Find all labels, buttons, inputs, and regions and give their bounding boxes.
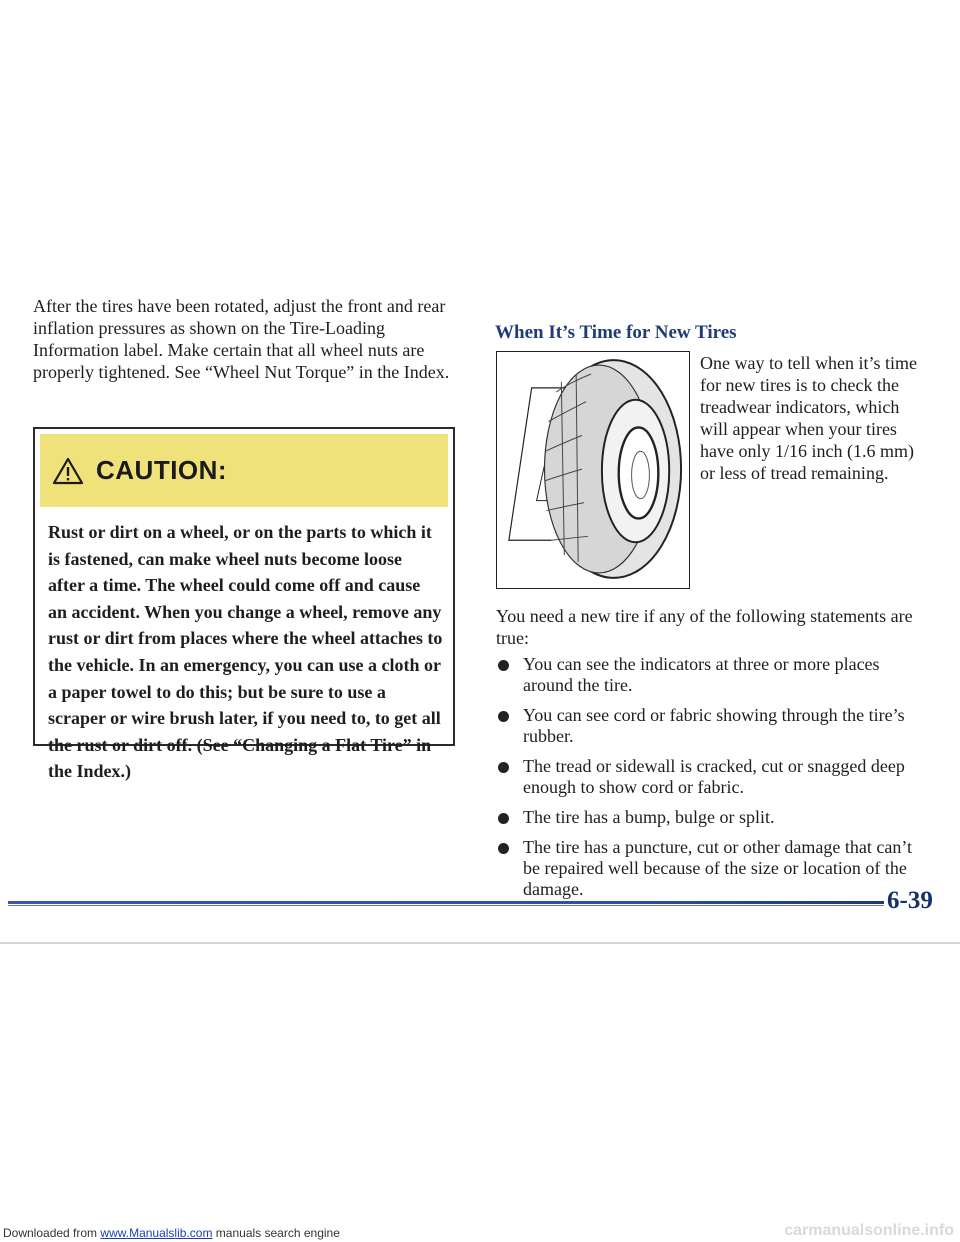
download-suffix: manuals search engine (215, 1226, 340, 1240)
list-item-text: You can see cord or fabric showing through the tire’s rubber. (523, 705, 905, 746)
bullet-icon (498, 843, 509, 854)
footer-rule-thin (8, 905, 884, 906)
treadwear-paragraph: One way to tell when it’s time for new tires is to check the treadwear indicators, which will appear when your tires have only 1/16 inch (1.6 mm) or less of tread remaining. (700, 353, 917, 483)
new-tire-intro: You need a new tire if any of the following statements are true: (496, 606, 913, 648)
left-column (33, 295, 453, 383)
tire-illustration (496, 351, 690, 589)
list-item (496, 756, 926, 798)
list-item (496, 837, 926, 900)
download-prefix: Downloaded from (3, 1226, 98, 1240)
caution-box (33, 427, 455, 782)
bullet-icon (498, 660, 509, 671)
new-tire-criteria-list (496, 654, 926, 909)
list-item-text: The tire has a bump, bulge or split. (523, 807, 775, 827)
section-title: When It’s Time for New Tires (495, 322, 737, 343)
list-item (496, 705, 926, 747)
caution-text: Rust or dirt on a wheel, or on the parts to which it is fastened, can make wheel nuts become loose after a time. The wheel could come off and cause an accident. When you change a wheel, remove any rust or dirt from places where the wheel attaches to the vehicle. In an emergency, you can use a cloth or a paper towel to do this; but be sure to use a scraper or wire brush later, if you need to, to get all the rust or dirt off. (See “Changing a Flat Tire” in the Index.) (48, 522, 443, 782)
page-bottom-edge (0, 942, 960, 944)
page-number: 6-39 (887, 887, 933, 914)
watermark: carmanualsonline.info (784, 1222, 954, 1239)
caution-title: CAUTION: (96, 455, 228, 485)
bullet-icon (498, 762, 509, 773)
warning-triangle-icon (52, 456, 84, 486)
list-item-text: You can see the indicators at three or more places around the tire. (523, 654, 880, 695)
list-item-text: The tire has a puncture, cut or other damage that can’t be repaired well because of the size or location of the damage. (523, 837, 913, 899)
footer-rule (8, 901, 884, 904)
rotation-paragraph: After the tires have been rotated, adjust the front and rear inflation pressures as shown on the Tire-Loading Information label. Make certain that all wheel nuts are properly tightened. See “Wheel Nut Torque” in the Index. (33, 296, 450, 382)
caution-banner (40, 434, 448, 507)
download-note (3, 1226, 340, 1240)
list-item-text: The tread or sidewall is cracked, cut or snagged deep enough to show cord or fabric. (523, 756, 905, 797)
bullet-icon (498, 711, 509, 722)
list-item (496, 654, 926, 696)
list-item (496, 807, 926, 828)
tire-drawing (497, 352, 689, 588)
bullet-icon (498, 813, 509, 824)
manualslib-link[interactable]: www.Manualslib.com (100, 1226, 213, 1240)
